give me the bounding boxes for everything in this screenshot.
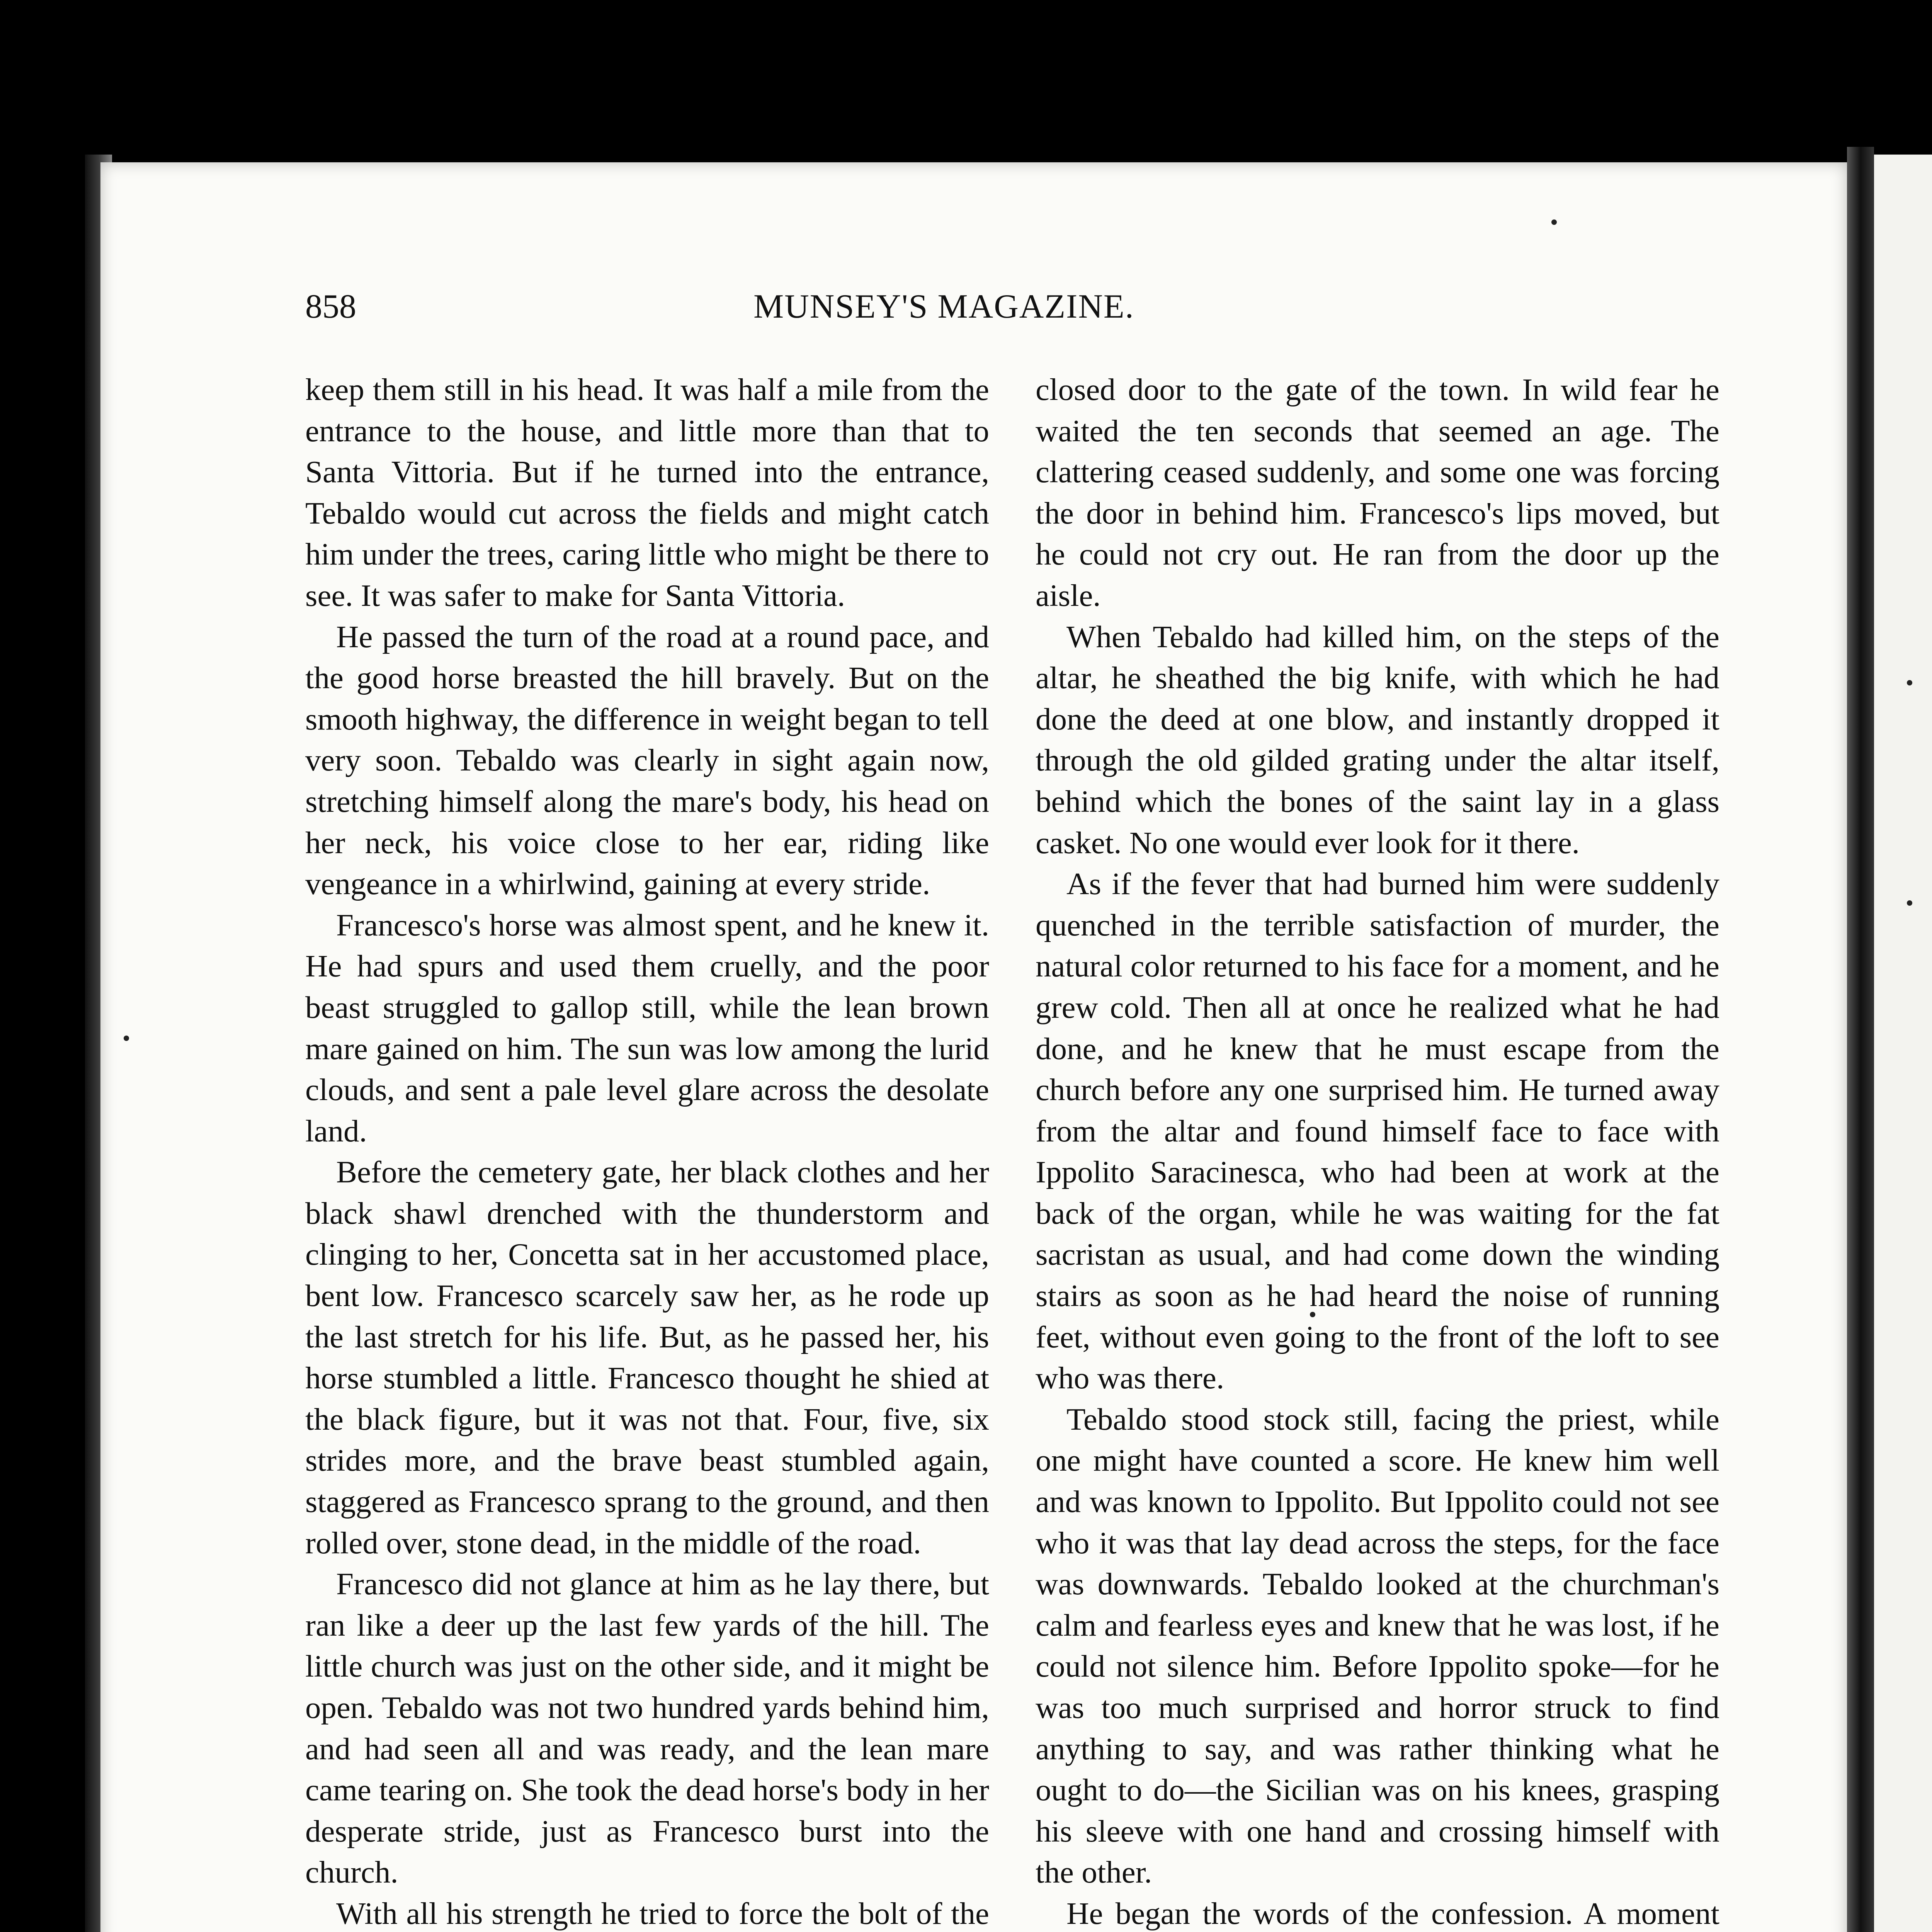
paragraph: With all his strength he tried to force the bolt of the <box>336 1896 989 1931</box>
scan-speck <box>124 1036 129 1041</box>
scan-speck <box>1907 680 1912 685</box>
scan-speck <box>1551 219 1557 225</box>
paragraph: He passed the turn of the road at a round pace, and the good horse breasted the hill bravely. But on the smooth highway, the difference in weight began to tell very soon. Tebaldo was clearly in sight again now, stretching himself along the mare's body, his head on her neck, his voice close to her ear, riding like vengeance in a whirlwind, gaining at every stride. <box>305 619 989 901</box>
paragraph: He began the words of the confession. A moment <box>1066 1896 1719 1931</box>
scan-speck <box>1907 900 1912 906</box>
page-number: 858 <box>305 288 356 325</box>
paragraph: As if the fever that had burned him were suddenly quenched in the terrible satisfaction of murder, the natural color returned to his face for a moment, and he grew cold. Then all at once he realized what he had done, and he knew that he must escape from the church before any one surprised him. He turned away from the altar and found himself face to face with Ippolito Saracinesca, who had been at work at the back of the organ, while he was waiting for the fat sacristan as usual, and had come down the winding stairs as soon as he had heard the noise of running feet, without even going to the front of the loft to see who was there. <box>1036 866 1719 1396</box>
paragraph: When Tebaldo had killed him, on the steps of the altar, he sheathed the big knife, with which he had done the deed at one blow, and instantly dropped it through the old gilded grating under the altar itself, behind which the bones of the saint lay in a glass casket. No one would ever look for it there. <box>1036 619 1719 860</box>
right-column <box>1036 369 1719 1932</box>
paragraph: Before the cemetery gate, her black clothes and her black shawl drenched with the thunderstorm and clinging to her, Concetta sat in her accustomed place, bent low. Francesco scarcely saw her, as he rode up the last stretch for his life. But, as he passed her, his horse stumbled a little. Francesco thought he shied at the black figure, but it was not that. Four, five, six strides more, and the brave beast stumbled again, staggered as Francesco sprang to the ground, and then rolled over, stone dead, in the middle of the road. <box>305 1155 989 1560</box>
paragraph: Francesco did not glance at him as he lay there, but ran like a deer up the last few yards of the hill. The little church was just on the other side, and it might be open. Tebaldo was not two hundred yards behind him, and had seen all and was ready, and the lean mare came tearing on. She took the dead horse's body in her desperate stride, just as Francesco burst into the church. <box>305 1566 989 1890</box>
page-gutter <box>1847 147 1874 1932</box>
paragraph: Tebaldo stood stock still, facing the priest, while one might have counted a score. He knew him well and was known to Ippolito. But Ippolito could not see who it was that lay dead across the steps, for the face was downwards. Tebaldo looked at the churchman's calm and fearless eyes and knew that he was lost, if he could not silence him. Before Ippolito spoke—for he was too much surprised and horror struck to find anything to say, and was rather thinking what he ought to do—the Sicilian was on his knees, grasping his sleeve with one hand and crossing himself with the other. <box>1036 1401 1719 1890</box>
running-title: MUNSEY'S MAGAZINE. <box>753 288 1134 325</box>
paragraph: Francesco's horse was almost spent, and he knew it. He had spurs and used them cruelly, and the poor beast struggled to gallop still, while the lean brown mare gained on him. The sun was low among the lurid clouds, and sent a pale level glare across the desolate land. <box>305 907 989 1148</box>
paragraph: keep them still in his head. It was half a mile from the entrance to the house, and little more than that to Santa Vittoria. But if he turned into the entrance, Tebaldo would cut across the fields and might catch him under the trees, caring little who might be there to see. It was safer to make for Santa Vittoria. <box>305 372 989 613</box>
left-column <box>305 369 989 1932</box>
paragraph: closed door to the gate of the town. In wild fear he waited the ten seconds that seemed an age. The clattering ceased suddenly, and some one was forcing the door in behind him. Francesco's lips moved, but he could not cry out. He ran from the door up the aisle. <box>1036 372 1719 613</box>
next-page-edge <box>1874 155 1932 1932</box>
